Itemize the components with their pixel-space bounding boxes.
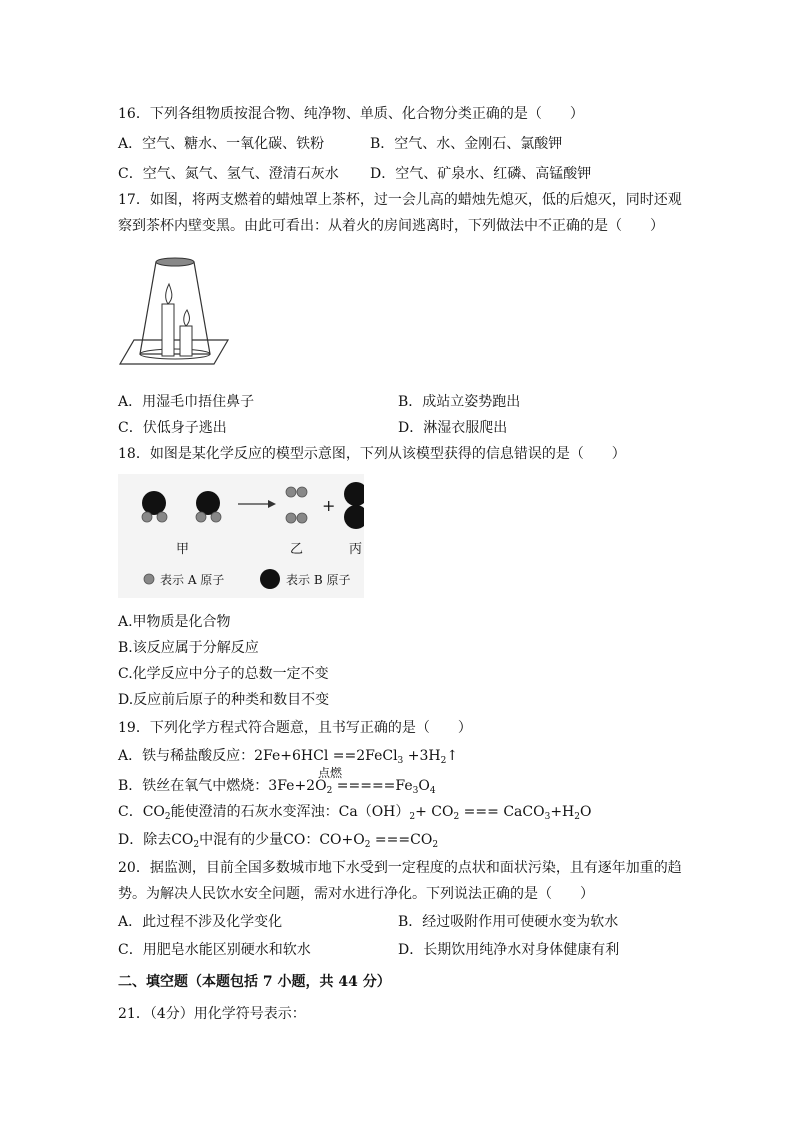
q17-stem-line2: 察到茶杯内壁变黑。由此可看出：从着火的房间逃离时，下列做法中不正确的是（ ） <box>118 218 664 234</box>
q19-b-equation: 3Fe+2O <box>268 778 327 794</box>
subscript: 3 <box>412 786 419 796</box>
q17-option-b: B．成站立姿势跑出 <box>398 394 521 410</box>
label-jia: 甲 <box>176 542 190 557</box>
equation-part: 中混有的少量CO：CO+O <box>199 832 365 848</box>
q17-option-c: C．伏低身子逃出 <box>118 420 227 436</box>
subscript: 2 <box>364 840 371 850</box>
equation-part: O <box>580 804 592 820</box>
q19-option-d <box>118 830 438 855</box>
subscript: 2 <box>453 812 460 822</box>
plus-sign: + <box>322 496 336 515</box>
q16-option-d: D．空气、矿泉水、红磷、高锰酸钾 <box>370 166 592 182</box>
equation-part: +H <box>550 804 575 820</box>
q20-option-a: A．此过程不涉及化学变化 <box>118 914 283 930</box>
legend-a-atom: 表示 A 原子 <box>160 573 225 587</box>
q19-b-condition: 点燃 <box>318 766 343 780</box>
q21-stem: 21．（4分）用化学符号表示： <box>118 1006 306 1022</box>
subscript: 2 <box>409 812 416 822</box>
equation-part: ===CO <box>370 832 433 848</box>
subscript: 2 <box>440 756 447 766</box>
q17-option-d: D．淋湿衣服爬出 <box>398 420 508 436</box>
candles-in-cup-figure <box>118 248 230 370</box>
q18-option-a: A.甲物质是化合物 <box>118 614 231 630</box>
subscript: 2 <box>193 840 200 850</box>
q19-option-a <box>118 746 458 771</box>
equation-part: =====Fe <box>332 778 413 794</box>
q20-option-c: C．用肥皂水能区别硬水和软水 <box>118 942 311 958</box>
q19-a-equation: 2Fe+6HCl ==2FeCl <box>254 748 398 764</box>
subscript: 2 <box>164 812 171 822</box>
q16-option-a: A．空气、糖水、一氧化碳、铁粉 <box>118 136 325 152</box>
q18-stem: 18．如图是某化学反应的模型示意图，下列从该模型获得的信息错误的是（ ） <box>118 446 626 462</box>
q18-option-d: D.反应前后原子的种类和数目不变 <box>118 692 330 708</box>
q19-b-text: B．铁丝在氧气中燃烧： <box>118 778 269 794</box>
q20-option-d: D．长期饮用纯净水对身体健康有利 <box>398 942 620 958</box>
section-title: 二、填空题（本题包括 7 小题，共 44 分） <box>118 974 391 990</box>
q16-option-b: B．空气、水、金刚石、氯酸钾 <box>370 136 563 152</box>
q19-stem: 19．下列化学方程式符合题意，且书写正确的是（ ） <box>118 720 472 736</box>
q20-stem-line1: 20．据监测，目前全国多数城市地下水受到一定程度的点状和面状污染，且有逐年加重的趋 <box>118 860 682 876</box>
q19-d-text: D．除去CO <box>118 832 194 848</box>
q19-a-text: A．铁与稀盐酸反应： <box>118 748 255 764</box>
equation-part: + CO <box>415 804 454 820</box>
q19-option-b <box>118 776 436 801</box>
subscript: 3 <box>397 756 404 766</box>
subscript: 2 <box>432 840 439 850</box>
q20-option-b: B．经过吸附作用可使硬水变为软水 <box>398 914 619 930</box>
equation-part: === CaCO <box>459 804 545 820</box>
molecule-jia-1 <box>142 491 167 522</box>
reaction-model-figure <box>118 474 364 598</box>
subscript: 2 <box>326 786 333 796</box>
label-yi: 乙 <box>290 542 304 557</box>
subscript: 4 <box>429 786 436 796</box>
equation-part: 能使澄清的石灰水变浑浊：Ca（OH） <box>170 804 410 820</box>
q19-option-c <box>118 802 591 827</box>
gas-arrow: ↑ <box>446 748 459 764</box>
legend-b-atom: 表示 B 原子 <box>286 573 351 587</box>
q20-stem-line2: 势。为解决人民饮水安全问题，需对水进行净化。下列说法正确的是（ ） <box>118 886 594 902</box>
q17-stem-line1: 17．如图，将两支燃着的蜡烛罩上茶杯，过一会儿高的蜡烛先熄灭，低的后熄灭，同时还观 <box>118 192 682 208</box>
molecule-jia-2 <box>196 491 221 522</box>
equation-part: +3H <box>403 748 441 764</box>
q18-option-b: B.该反应属于分解反应 <box>118 640 259 656</box>
q17-option-a: A．用湿毛巾捂住鼻子 <box>118 394 255 410</box>
label-bing: 丙 <box>349 542 363 557</box>
equation-part: O <box>418 778 430 794</box>
subscript: 2 <box>574 812 580 822</box>
q16-stem: 16．下列各组物质按混合物、纯净物、单质、化合物分类正确的是（ ） <box>118 106 584 122</box>
q19-c-text: C．CO <box>118 804 165 820</box>
subscript: 3 <box>544 812 551 822</box>
q16-option-c: C．空气、氮气、氢气、澄清石灰水 <box>118 166 339 182</box>
q18-option-c: C.化学反应中分子的总数一定不变 <box>118 666 329 682</box>
